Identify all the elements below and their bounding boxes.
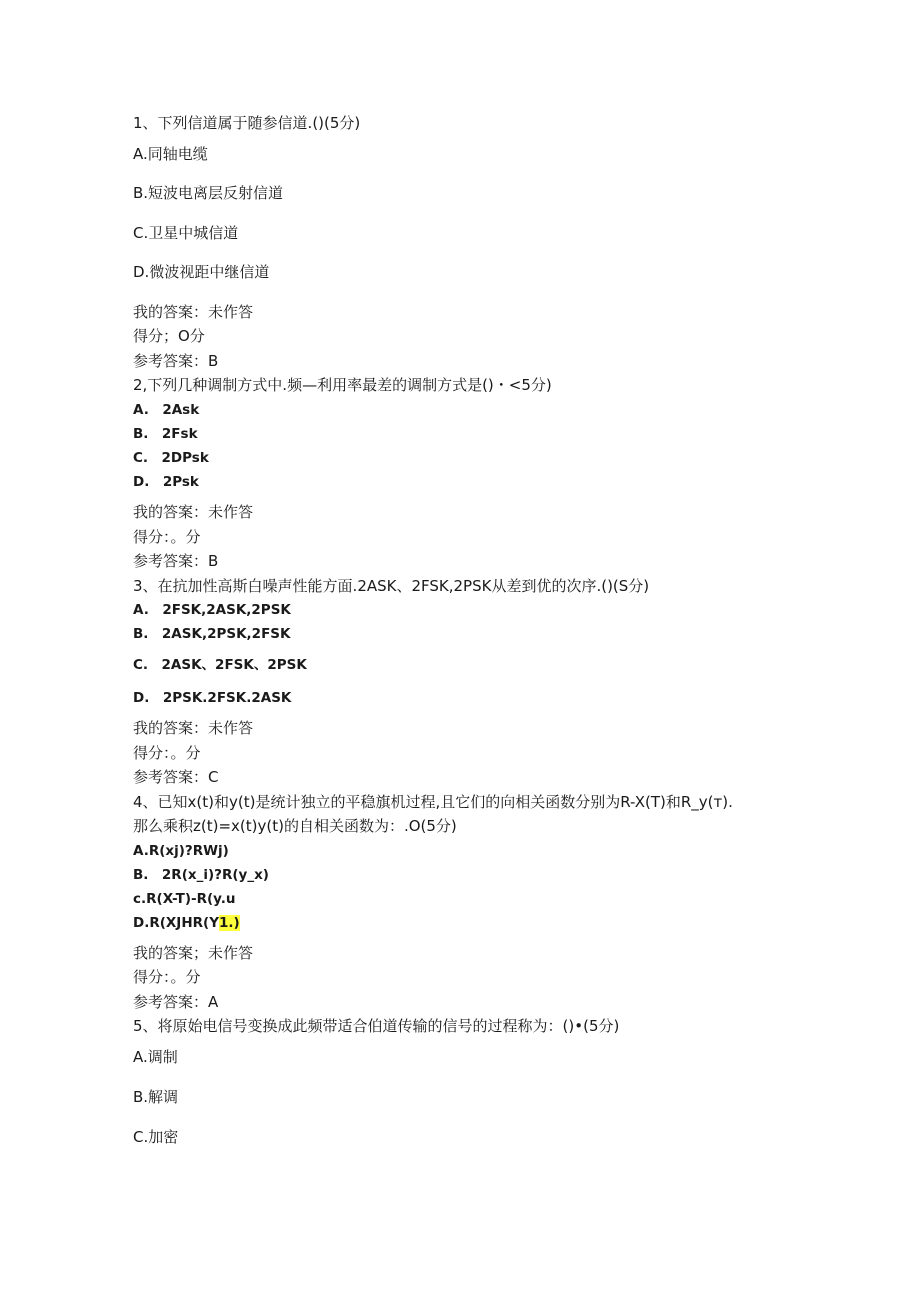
question-2-reference-answer: 参考答案：B: [133, 552, 219, 570]
question-4-reference-answer: 参考答案：A: [133, 993, 219, 1011]
question-4-option-d-text: D.R(XJHR(Y: [133, 915, 219, 931]
question-3-option-b: B. 2ASK,2PSK,2FSK: [133, 626, 291, 642]
question-3-option-a: A. 2FSK,2ASK,2PSK: [133, 602, 291, 618]
question-2-score: 得分：。分: [133, 528, 201, 546]
question-3-my-answer: 我的答案：未作答: [133, 719, 254, 737]
question-4-option-a: A.R(xj)?RWj): [133, 843, 229, 859]
question-4-my-answer: 我的答案；未作答: [133, 944, 254, 962]
question-4-stem: 4、已知x(t)和y(t)是统计独立的平稳旗机过程,且它们的向相关函数分别为R-X(T)和R_y(т).: [133, 793, 733, 811]
question-1-option-c: C.卫星中城信道: [133, 224, 239, 242]
question-5-option-b: B.解调: [133, 1088, 179, 1106]
question-4-option-d: [133, 913, 240, 933]
question-1-option-d: D.微波视距中继信道: [133, 263, 270, 281]
question-4-option-c: c.R(X-T)-R(y.u: [133, 891, 236, 907]
question-5-option-a: A.调制: [133, 1048, 178, 1066]
question-1-my-answer: 我的答案：未作答: [133, 303, 254, 321]
question-4-score: 得分：。分: [133, 968, 201, 986]
question-3-option-c: C. 2ASK、2FSK、2PSK: [133, 657, 307, 673]
question-5-option-c: C.加密: [133, 1128, 179, 1146]
question-3-option-d: D. 2PSK.2FSK.2ASK: [133, 690, 292, 706]
question-4-stem-line2: 那么乘积z(t)=x(t)y(t)的自相关函数为：.O(5分): [133, 817, 457, 835]
question-1-score: 得分；O分: [133, 327, 205, 345]
question-5-stem: 5、将原始电信号变换成此频带适合伯道传输的信号的过程称为：()•(5分): [133, 1017, 620, 1035]
question-2-option-c: C. 2DPsk: [133, 450, 209, 466]
question-2-my-answer: 我的答案：未作答: [133, 503, 254, 521]
question-1-option-b: B.短波电离层反射信道: [133, 184, 284, 202]
question-3-stem: 3、在抗加性高斯白噪声性能方面.2ASK、2FSK,2PSK从差到优的次序.()(S分): [133, 577, 650, 595]
question-2-option-a: A. 2Ask: [133, 402, 200, 418]
question-4-option-d-highlight: 1.): [218, 915, 240, 931]
question-4-option-b: B. 2R(x_i)?R(y_x): [133, 867, 269, 883]
question-2-option-b: B. 2Fsk: [133, 426, 198, 442]
question-1-reference-answer: 参考答案：B: [133, 352, 219, 370]
question-3-score: 得分：。分: [133, 744, 201, 762]
question-2-option-d: D. 2Psk: [133, 474, 199, 490]
question-3-reference-answer: 参考答案：C: [133, 768, 219, 786]
question-1-option-a: A.同轴电缆: [133, 145, 208, 163]
question-2-stem: 2,下列几种调制方式中.频—利用率最差的调制方式是()・<5分): [133, 376, 552, 394]
question-1-stem: 1、下列信道属于随参信道.()(5分): [133, 114, 361, 132]
